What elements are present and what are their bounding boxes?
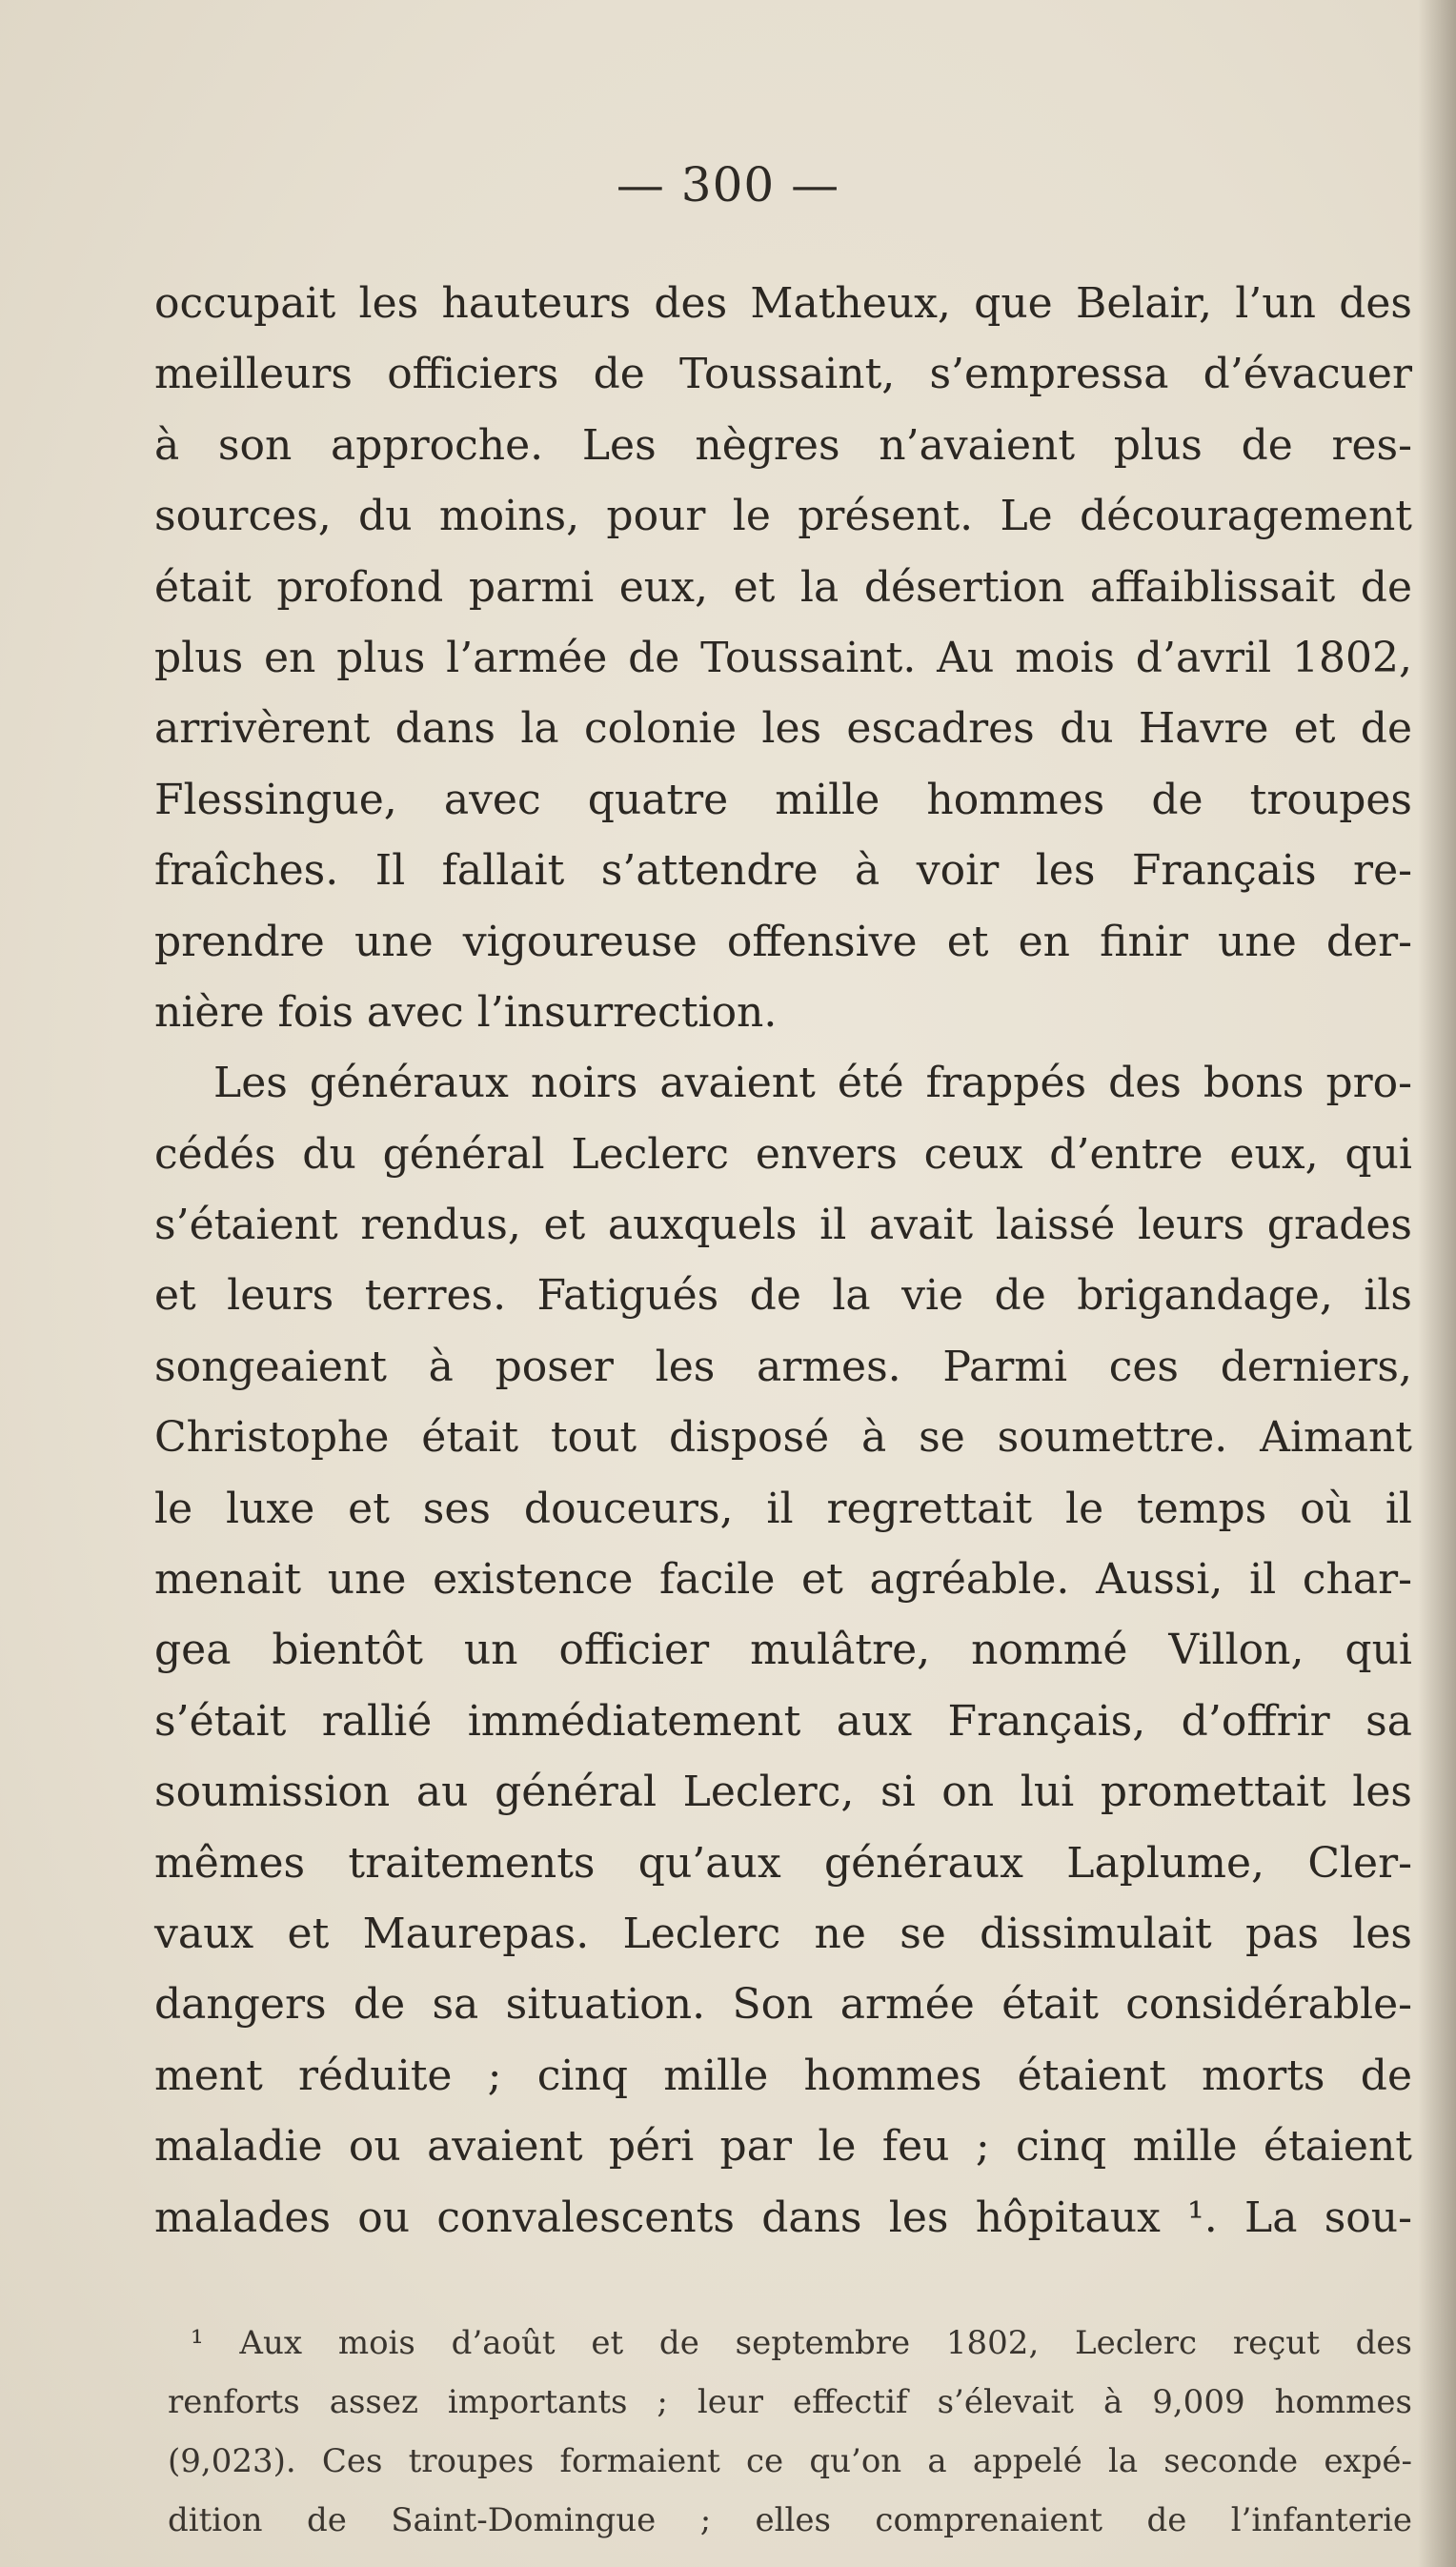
text-line: plus en plus l’armée de Toussaint. Au mois d’avril 1802, (154, 633, 1412, 682)
text-line: songeaient à poser les armes. Parmi ces derniers, (154, 1342, 1412, 1391)
text-line: et leurs terres. Fatigués de la vie de brigandage, ils (154, 1271, 1412, 1321)
text-line: à son approche. Les nègres n’avaient plus de res- (154, 420, 1412, 470)
text-line: Christophe était tout disposé à se soumettre. Aimant (154, 1413, 1412, 1463)
text-line: maladie ou avaient péri par le feu ; cinq mille étaient (154, 2122, 1412, 2172)
text-line: occupait les hauteurs des Matheux, que Belair, l’un des (154, 279, 1412, 328)
text-line: vaux et Maurepas. Leclerc ne se dissimulait pas les (154, 1909, 1412, 1958)
page-number: — 300 — (616, 157, 840, 212)
body-text (154, 269, 1412, 2254)
text-line: Flessingue, avec quatre mille hommes de troupes (154, 775, 1412, 824)
text-line: arrivèrent dans la colonie les escadres du Havre et de (154, 704, 1412, 754)
text-line: cédés du général Leclerc envers ceux d’entre eux, qui (154, 1129, 1412, 1179)
footnotes (168, 2314, 1412, 2550)
text-line: mêmes traitements qu’aux généraux Laplume, Cler- (154, 1838, 1412, 1888)
footnote-line: ¹ Aux mois d’août et de septembre 1802, Leclerc reçut des (191, 2324, 1412, 2362)
text-line: malades ou convalescents dans les hôpitaux ¹. La sou- (154, 2193, 1412, 2242)
text-line: sources, du moins, pour le présent. Le découragement (154, 492, 1412, 541)
page-edge-shadow (1418, 0, 1456, 2567)
text-line: ment réduite ; cinq mille hommes étaient morts de (154, 2051, 1412, 2100)
text-line: le luxe et ses douceurs, il regrettait le temps où il (154, 1484, 1412, 1533)
text-line: prendre une vigoureuse offensive et en finir une der- (154, 917, 1412, 966)
footnote-line: dition de Saint-Domingue ; elles comprenaient de l’infanterie (168, 2501, 1412, 2539)
text-line: gea bientôt un officier mulâtre, nommé Villon, qui (154, 1626, 1412, 1675)
text-line: fraîches. Il fallait s’attendre à voir les Français re- (154, 846, 1412, 896)
text-line: Les généraux noirs avaient été frappés des bons pro- (213, 1059, 1412, 1108)
text-line: menait une existence facile et agréable. Aussi, il char- (154, 1555, 1412, 1605)
text-line: soumission au général Leclerc, si on lui promettait les (154, 1768, 1412, 1817)
text-line: nière fois avec l’insurrection. (154, 987, 778, 1037)
text-line: meilleurs officiers de Toussaint, s’empressa d’évacuer (154, 350, 1412, 399)
footnote-line: (9,023). Ces troupes formaient ce qu’on a appelé la seconde expé- (168, 2442, 1412, 2480)
text-line: s’étaient rendus, et auxquels il avait laissé leurs grades (154, 1201, 1412, 1250)
footnote-line: renforts assez importants ; leur effectif s’élevait à 9,009 hommes (168, 2383, 1412, 2421)
text-line: s’était rallié immédiatement aux Français, d’offrir sa (154, 1696, 1412, 1746)
text-line: était profond parmi eux, et la désertion affaiblissait de (154, 562, 1412, 612)
text-line: dangers de sa situation. Son armée était considérable- (154, 1980, 1412, 2030)
